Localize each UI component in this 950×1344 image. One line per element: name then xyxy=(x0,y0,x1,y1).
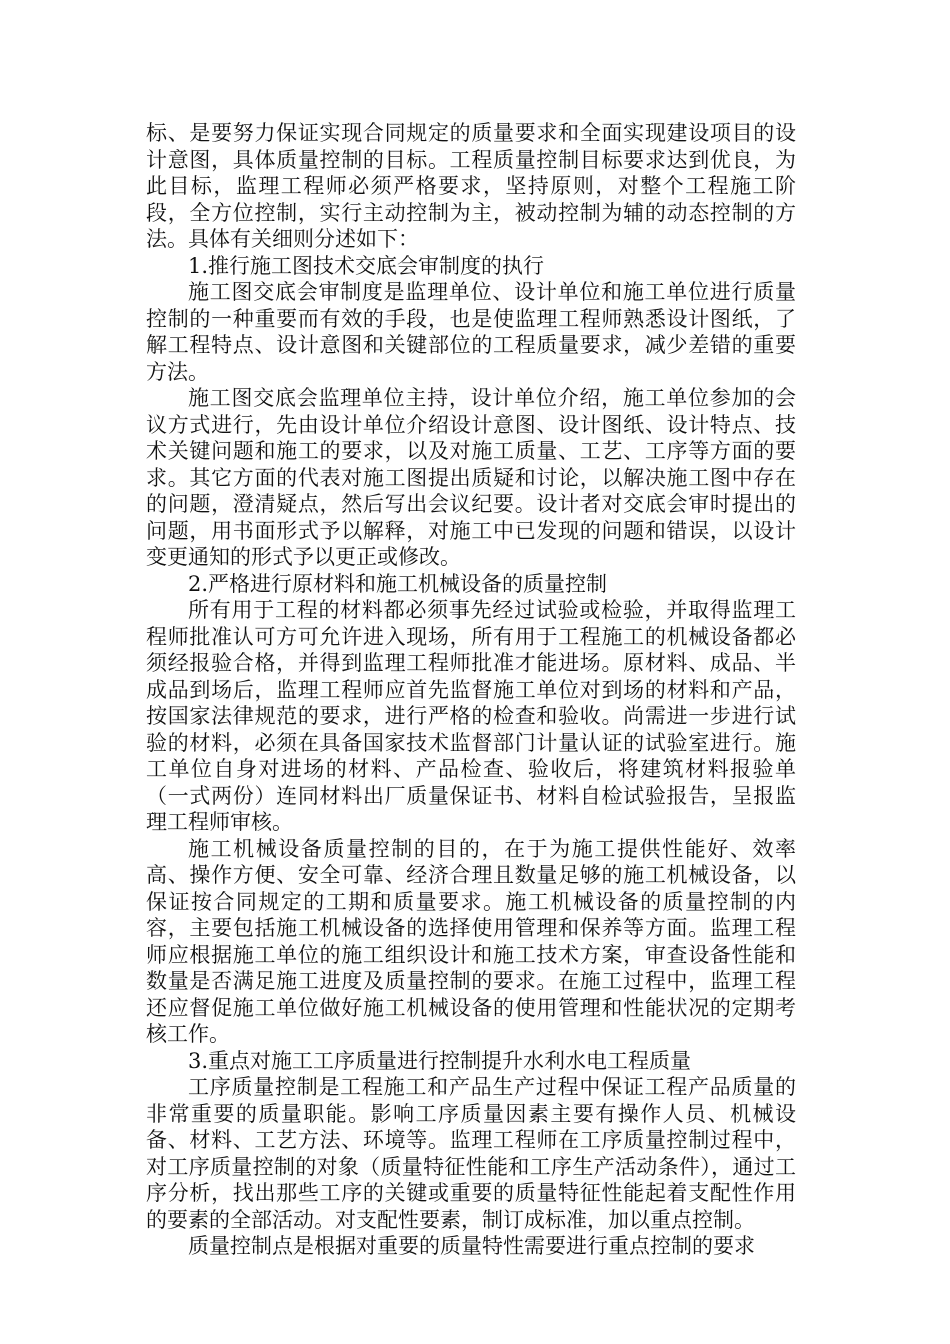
section-heading-3: 3.重点对施工工序质量进行控制提升水利水电工程质量 xyxy=(188,1048,692,1073)
paragraph: 施工图交底会监理单位主持，设计单位介绍，施工单位参加的会议方式进行，先由设计单位介绍设计意图、设计图纸、设计特点、技术关键问题和施工的要求，以及对施工质量、工艺、工序等方面的要求。其它方面的代表对施工图提出质疑和讨论，以解决施工图中存在的问题，澄清疑点，然后写出会议纪要。设计者对交底会审时提出的问题，用书面形式予以解释，对施工中已发现的问题和错误，以设计变更通知的形式予以更正或修改。 xyxy=(146,386,796,569)
paragraph: 所有用于工程的材料都必须事先经过试验或检验，并取得监理工程师批准认可方可允许进入现场，所有用于工程施工的机械设备都必须经报验合格，并得到监理工程师批准才能进场。原材料、成品、半成品到场后，监理工程师应首先监督施工单位对到场的材料和产品，按国家法律规范的要求，进行严格的检查和验收。尚需进一步进行试验的材料，必须在具备国家技术监督部门计量认证的试验室进行。施工单位自身对进场的材料、产品检查、验收后，将建筑材料报验单（一式两份）连同材料出厂质量保证书、材料自检试验报告，呈报监理工程师审核。 xyxy=(146,598,796,834)
paragraph: 质量控制点是根据对重要的质量特性需要进行重点控制的要求 xyxy=(188,1234,755,1258)
section-heading-2: 2.严格进行原材料和施工机械设备的质量控制 xyxy=(188,571,608,596)
paragraph: 施工图交底会审制度是监理单位、设计单位和施工单位进行质量控制的一种重要而有效的手段，也是使监理工程师熟悉设计图纸，了解工程特点、设计意图和关键部位的工程质量要求，减少差错的重要方法。 xyxy=(146,280,796,384)
paragraph-continued: 标、是要努力保证实现合同规定的质量要求和全面实现建设项目的设计意图，具体质量控制的目标。工程质量控制目标要求达到优良，为此目标，监理工程师必须严格要求，坚持原则，对整个工程施工阶段，全方位控制，实行主动控制为主，被动控制为辅的动态控制的方法。具体有关细则分述如下： xyxy=(146,121,796,251)
paragraph: 施工机械设备质量控制的目的，在于为施工提供性能好、效率高、操作方便、安全可靠、经济合理且数量足够的施工机械设备，以保证按合同规定的工期和质量要求。施工机械设备的质量控制的内容，主要包括施工机械设备的选择使用管理和保养等方面。监理工程师应根据施工单位的施工组织设计和施工技术方案，审查设备性能和数量是否满足施工进度及质量控制的要求。在施工过程中，监理工程还应督促施工单位做好施工机械设备的使用管理和性能状况的定期考核工作。 xyxy=(146,836,796,1046)
section-heading-1: 1.推行施工图技术交底会审制度的执行 xyxy=(188,253,545,278)
paragraph: 工序质量控制是工程施工和产品生产过程中保证工程产品质量的非常重要的质量职能。影响工序质量因素主要有操作人员、机械设备、材料、工艺方法、环境等。监理工程师在工序质量控制过程中，对工序质量控制的对象（质量特征性能和工序生产活动条件），通过工序分析，找出那些工序的关键或重要的质量特征性能起着支配性作用的要素的全部活动。对支配性要素，制订成标准，加以重点控制。 xyxy=(146,1075,796,1232)
document-body xyxy=(146,120,796,1260)
